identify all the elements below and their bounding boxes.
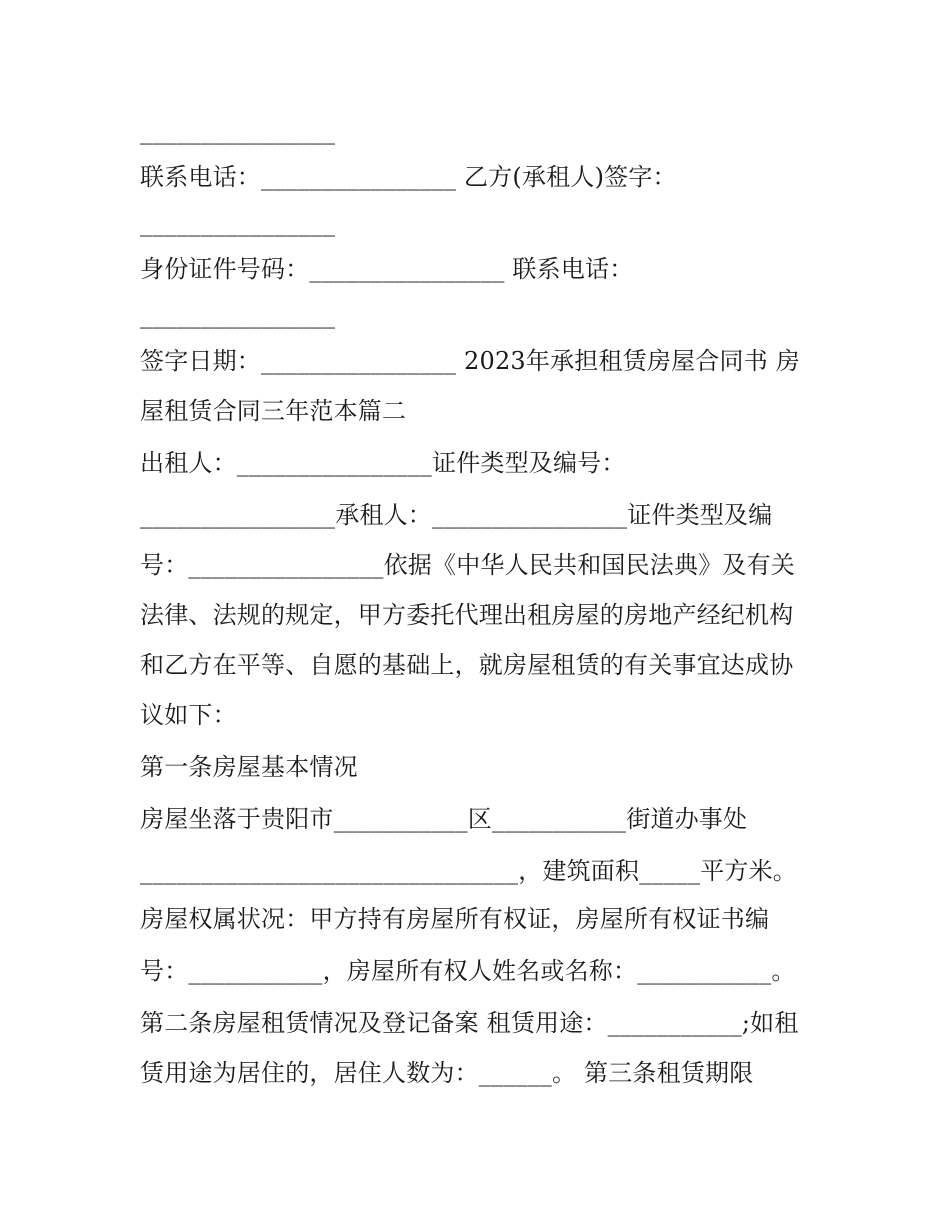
text-line-location: 房屋坐落于贵阳市___________区___________街道办事处	[140, 805, 748, 833]
text-line-article-3: 赁用途为居住的，居住人数为：______。 第三条租赁期限	[140, 1059, 754, 1087]
text-line-signature-blank-3: ________________	[140, 301, 336, 329]
text-line-legal-basis: 号：________________依据《中华人民共和国民法典》及有关	[140, 551, 795, 579]
text-line-legal-basis-3: 和乙方在平等、自愿的基础上，就房屋租赁的有关事宜达成协	[140, 651, 794, 679]
text-line-lessee: ________________承租人：________________证件类型及编	[140, 501, 773, 529]
section-heading-article-1: 第一条房屋基本情况	[140, 753, 358, 781]
text-line-id-number: 身份证件号码：________________ 联系电话：	[140, 255, 634, 283]
text-line-ownership: 房屋权属状况：甲方持有房屋所有权证，房屋所有权证书编	[140, 905, 770, 933]
text-line-title-continued: 屋租赁合同三年范本篇二	[140, 397, 407, 425]
text-line-legal-basis-2: 法律、法规的规定，甲方委托代理出租房屋的房地产经纪机构	[140, 601, 794, 629]
text-line-sign-date: 签字日期：________________ 2023年承担租赁房屋合同书 房	[140, 347, 800, 375]
text-line-contact-phone: 联系电话：________________ 乙方(承租人)签字：	[140, 163, 677, 191]
text-line-signature-blank-1: ________________	[140, 117, 336, 145]
text-line-lessor: 出租人：________________证件类型及编号：	[140, 449, 626, 477]
text-line-area: _______________________________，建筑面积_____平方米。	[140, 857, 797, 885]
text-line-signature-blank-2: ________________	[140, 209, 336, 237]
text-line-ownership-2: 号：___________，房屋所有权人姓名或名称：___________。	[140, 957, 796, 985]
text-line-agreement: 议如下：	[140, 701, 237, 729]
text-line-article-2: 第二条房屋租赁情况及登记备案 租赁用途：___________;如租	[140, 1009, 799, 1037]
